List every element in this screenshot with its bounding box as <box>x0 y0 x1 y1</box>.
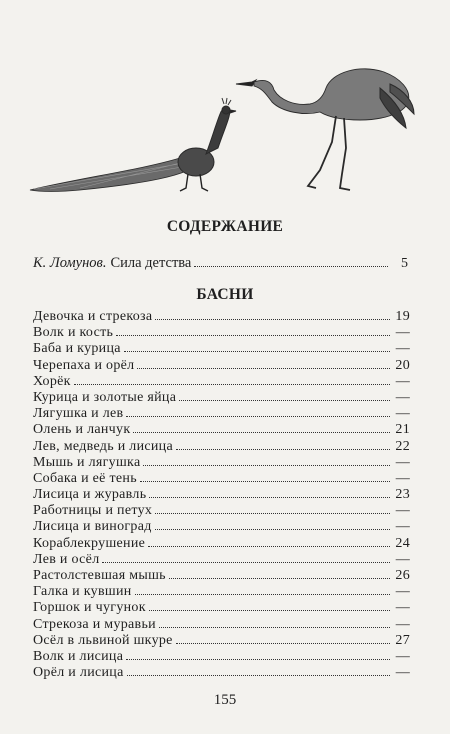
entry-page-number: — <box>395 600 410 616</box>
entry-title: Лев, медведь и лисица <box>33 438 173 454</box>
toc-entry[interactable] <box>33 649 410 665</box>
dot-leader <box>179 400 390 401</box>
entry-page-number: 22 <box>395 438 410 454</box>
toc-entry[interactable] <box>33 487 410 503</box>
toc-entry[interactable] <box>33 374 410 390</box>
entry-title: Кораблекрушение <box>33 535 146 551</box>
peacock-and-crane-illustration <box>20 58 420 206</box>
dot-leader <box>149 610 390 611</box>
toc-entry[interactable] <box>33 309 410 325</box>
entry-title: Стрекоза и муравьи <box>33 616 156 632</box>
toc-entry[interactable] <box>33 390 410 406</box>
peacock-icon <box>30 98 236 192</box>
dot-leader <box>159 627 390 628</box>
entry-title: Черепаха и орёл <box>33 357 135 373</box>
dot-leader <box>127 675 390 676</box>
dot-leader <box>137 368 390 369</box>
entry-page-number: — <box>395 551 410 567</box>
dot-leader <box>148 546 390 547</box>
entry-title: Лев и осёл <box>33 551 100 567</box>
entry-page-number: 20 <box>395 357 410 373</box>
entry-page-number: 27 <box>395 632 410 648</box>
dot-leader <box>140 481 390 482</box>
toc-entry[interactable] <box>33 503 410 519</box>
entry-title: Собака и её тень <box>33 470 137 486</box>
toc-entry[interactable] <box>33 341 410 357</box>
entry-page-number: — <box>395 470 410 486</box>
dot-leader <box>133 432 390 433</box>
entry-title: Галка и кувшин <box>33 584 132 600</box>
toc-entry[interactable] <box>33 422 410 438</box>
entry-page-number: 21 <box>395 422 410 438</box>
dot-leader <box>155 529 390 530</box>
toc-entry[interactable] <box>33 665 410 681</box>
dot-leader <box>194 266 388 267</box>
entry-page-number: — <box>395 665 410 681</box>
entry-title: Мышь и лягушка <box>33 454 141 470</box>
entry-page-number: 23 <box>395 487 410 503</box>
dot-leader <box>169 578 390 579</box>
entry-page-number: — <box>395 503 410 519</box>
intro-author: К. Ломунов. <box>33 255 107 271</box>
intro-page-number: 5 <box>401 256 408 271</box>
dot-leader <box>176 643 390 644</box>
entry-title: Лисица и журавль <box>33 487 147 503</box>
entry-page-number: 26 <box>395 568 410 583</box>
entry-title: Девочка и стрекоза <box>33 309 153 324</box>
toc-entry[interactable] <box>33 358 410 374</box>
entry-title: Горшок и чугунок <box>33 600 146 616</box>
entry-title: Волк и лисица <box>33 648 124 664</box>
toc-entry[interactable] <box>33 552 410 568</box>
toc-entry[interactable] <box>33 519 410 535</box>
dot-leader <box>124 351 390 352</box>
dot-leader <box>143 465 390 466</box>
dot-leader <box>102 562 390 563</box>
entry-page-number: — <box>395 406 410 422</box>
entry-title: Хорёк <box>33 373 71 389</box>
toc-entry[interactable] <box>33 584 410 600</box>
dot-leader <box>155 513 390 514</box>
entry-page-number: — <box>395 648 410 664</box>
toc-entry[interactable] <box>33 406 410 422</box>
toc-entry[interactable] <box>33 471 410 487</box>
dot-leader <box>126 659 390 660</box>
entry-page-number: — <box>395 454 410 470</box>
entry-page-number: — <box>395 325 410 341</box>
toc-entry[interactable] <box>33 455 410 471</box>
intro-title: Сила детства <box>110 255 192 271</box>
page-number: 155 <box>213 692 237 708</box>
entry-page-number: — <box>395 584 410 600</box>
entry-title: Волк и кость <box>33 325 114 341</box>
toc-entry[interactable] <box>33 633 410 649</box>
entry-title: Орёл и лисица <box>33 665 124 681</box>
crane-icon <box>236 69 414 190</box>
dot-leader <box>135 594 390 595</box>
dot-leader <box>155 319 390 320</box>
entry-page-number: — <box>395 341 410 357</box>
toc-entry[interactable] <box>33 325 410 341</box>
entry-title: Работницы и петух <box>33 503 153 519</box>
entry-page-number: 24 <box>395 535 410 551</box>
intro-entry[interactable] <box>33 255 408 272</box>
toc-entry[interactable] <box>33 439 410 455</box>
dot-leader <box>149 497 390 498</box>
entry-title: Осёл в львиной шкуре <box>33 632 173 648</box>
entry-page-number: — <box>395 373 410 389</box>
page-title: СОДЕРЖАНИЕ <box>166 218 284 235</box>
entry-title: Баба и курица <box>33 341 121 357</box>
dot-leader <box>176 449 390 450</box>
toc-entry[interactable] <box>33 536 410 552</box>
entry-page-number: — <box>395 519 410 535</box>
toc-entry[interactable] <box>33 568 410 584</box>
toc-entry[interactable] <box>33 600 410 616</box>
entry-title: Лягушка и лев <box>33 406 124 422</box>
entry-page-number: 19 <box>395 309 410 324</box>
entry-title: Олень и ланчук <box>33 422 131 438</box>
dot-leader <box>74 384 390 385</box>
entry-title: Лисица и виноград <box>33 519 152 535</box>
entry-title: Растолстевшая мышь <box>33 568 166 583</box>
entry-title: Курица и золотые яйца <box>33 389 177 405</box>
section-title: БАСНИ <box>196 286 254 303</box>
entry-page-number: — <box>395 389 410 405</box>
dot-leader <box>126 416 390 417</box>
dot-leader <box>116 335 390 336</box>
entry-page-number: — <box>395 616 410 632</box>
table-of-contents <box>33 309 410 681</box>
toc-entry[interactable] <box>33 617 410 633</box>
